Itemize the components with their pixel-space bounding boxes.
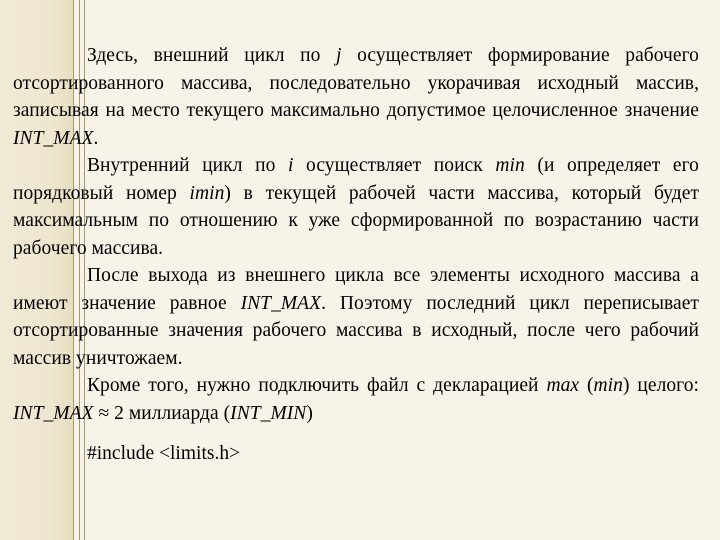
text-run: ) в текущей рабочей части массива, который будет максимальным по отношению к уже сформированной по возрастанию части рабочего массива. xyxy=(13,182,699,259)
italic-int-max: INT_MAX xyxy=(13,402,94,424)
paragraph-after-loop xyxy=(13,262,699,372)
text-run: . Поэтому последний цикл переписывает отсортированные значения рабочего массива в исходный, после чего рабочий массив уничтожаем. xyxy=(13,292,700,369)
text-run: ( xyxy=(579,375,594,396)
text-run: Внутренний цикл по xyxy=(87,155,288,176)
text-run: После выхода из внешнего цикла все элементы исходного массива а имеют значение равное xyxy=(13,265,699,314)
paragraph-inner-loop xyxy=(13,152,699,262)
text-run: Здесь, внешний цикл по xyxy=(87,45,337,66)
paragraph-include-note xyxy=(13,372,699,427)
italic-min: min xyxy=(495,155,525,176)
italic-imin: imin xyxy=(189,182,225,204)
text-run: осуществляет формирование рабочего отсортированного массива, последовательно укорачивая исходный массив, записывая на место текущего максимально допустимое целочисленное значение xyxy=(13,45,699,121)
italic-int-max: INT_MAX xyxy=(13,127,94,149)
italic-int-min: INT_MIN xyxy=(230,402,307,424)
text-run: . xyxy=(93,127,99,149)
slide-text-body xyxy=(13,42,699,468)
text-run: ) xyxy=(306,402,313,424)
text-run: ) целого: xyxy=(622,375,699,396)
text-run: Кроме того, нужно подключить файл с декларацией xyxy=(87,375,547,396)
italic-var-i: i xyxy=(287,155,294,176)
italic-min: min xyxy=(593,375,623,396)
paragraph-outer-loop xyxy=(13,42,699,152)
include-directive-line: #include <limits.h> xyxy=(87,443,241,464)
text-run: осуществляет поиск xyxy=(293,155,496,176)
italic-max: max xyxy=(546,375,580,396)
italic-int-max: INT_MAX xyxy=(240,292,322,314)
text-run: ≈ 2 миллиарда ( xyxy=(93,402,231,424)
italic-var-j: j xyxy=(336,45,342,66)
text-run: (и определяет его порядковый номер xyxy=(13,155,699,204)
